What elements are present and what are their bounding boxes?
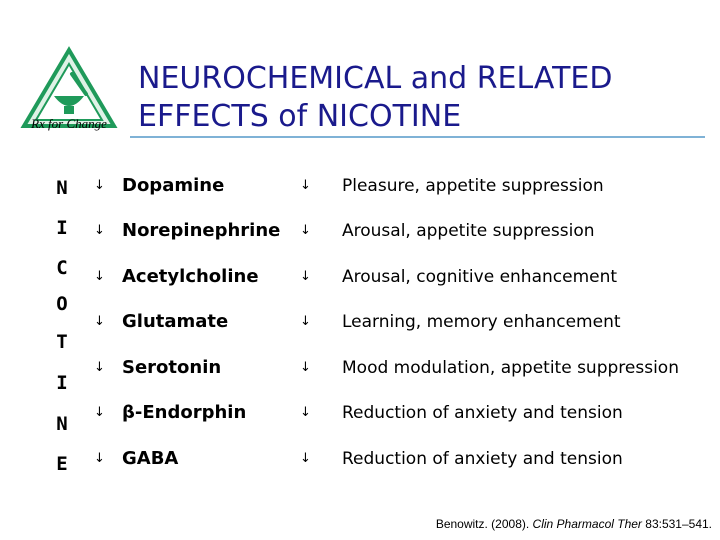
citation-journal: Clin Pharmacol Ther: [532, 517, 642, 531]
neurochemical-name: Glutamate: [122, 311, 229, 332]
acronym-letter: I: [56, 372, 68, 394]
citation: [436, 517, 712, 531]
acronym-letter: T: [56, 331, 68, 353]
down-arrow-icon: ↓: [300, 223, 311, 238]
down-arrow-icon: ↓: [94, 314, 105, 329]
effect-row-norepinephrine: [0, 216, 720, 246]
down-arrow-icon: ↓: [300, 314, 311, 329]
down-arrow-icon: ↓: [300, 405, 311, 420]
down-arrow-icon: ↓: [94, 178, 105, 193]
effect-description: Arousal, cognitive enhancement: [342, 267, 618, 287]
acronym-letter: N: [56, 177, 68, 199]
down-arrow-icon: ↓: [300, 269, 311, 284]
acronym-letter: C: [56, 257, 68, 279]
effect-row-acetylcholine: [0, 262, 720, 292]
effect-description: Reduction of anxiety and tension: [342, 403, 623, 423]
title-line-2: EFFECTS of NICOTINE: [138, 99, 462, 134]
effect-description: Reduction of anxiety and tension: [342, 449, 623, 469]
effect-row-dopamine: [0, 171, 720, 201]
down-arrow-icon: ↓: [94, 223, 105, 238]
acronym-letter: E: [56, 453, 68, 475]
effect-row-gaba: [0, 444, 720, 474]
effect-row-glutamate: [0, 307, 720, 337]
down-arrow-icon: ↓: [94, 360, 105, 375]
effect-row-beta-endorphin: [0, 398, 720, 428]
logo-text: Rx for Change: [31, 116, 107, 131]
rx-for-change-logo: [14, 46, 124, 134]
citation-ref: 83:531–541.: [645, 517, 712, 531]
citation-authors: Benowitz. (2008).: [435, 517, 530, 531]
acronym-letter: I: [56, 217, 68, 239]
acronym-letter: O: [56, 293, 68, 315]
down-arrow-icon: ↓: [94, 451, 105, 466]
neurochemical-name: Acetylcholine: [122, 266, 259, 287]
neurochemical-name: Dopamine: [122, 175, 225, 196]
effect-row-serotonin: [0, 353, 720, 383]
down-arrow-icon: ↓: [300, 360, 311, 375]
effect-description: Mood modulation, appetite suppression: [342, 358, 679, 378]
effect-description: Learning, memory enhancement: [342, 312, 621, 332]
neurochemical-name: Norepinephrine: [122, 220, 281, 241]
page-title: [138, 60, 698, 136]
neurochemical-name: β-Endorphin: [122, 402, 247, 423]
neurochemical-name: Serotonin: [122, 357, 222, 378]
acronym-letter: N: [56, 413, 68, 435]
effect-description: Pleasure, appetite suppression: [342, 176, 604, 196]
down-arrow-icon: ↓: [300, 451, 311, 466]
down-arrow-icon: ↓: [94, 269, 105, 284]
down-arrow-icon: ↓: [94, 405, 105, 420]
neurochemical-name: GABA: [122, 448, 179, 469]
down-arrow-icon: ↓: [300, 178, 311, 193]
title-line-1: NEUROCHEMICAL and RELATED: [138, 61, 613, 96]
effect-description: Arousal, appetite suppression: [342, 221, 595, 241]
title-divider: [130, 136, 705, 138]
